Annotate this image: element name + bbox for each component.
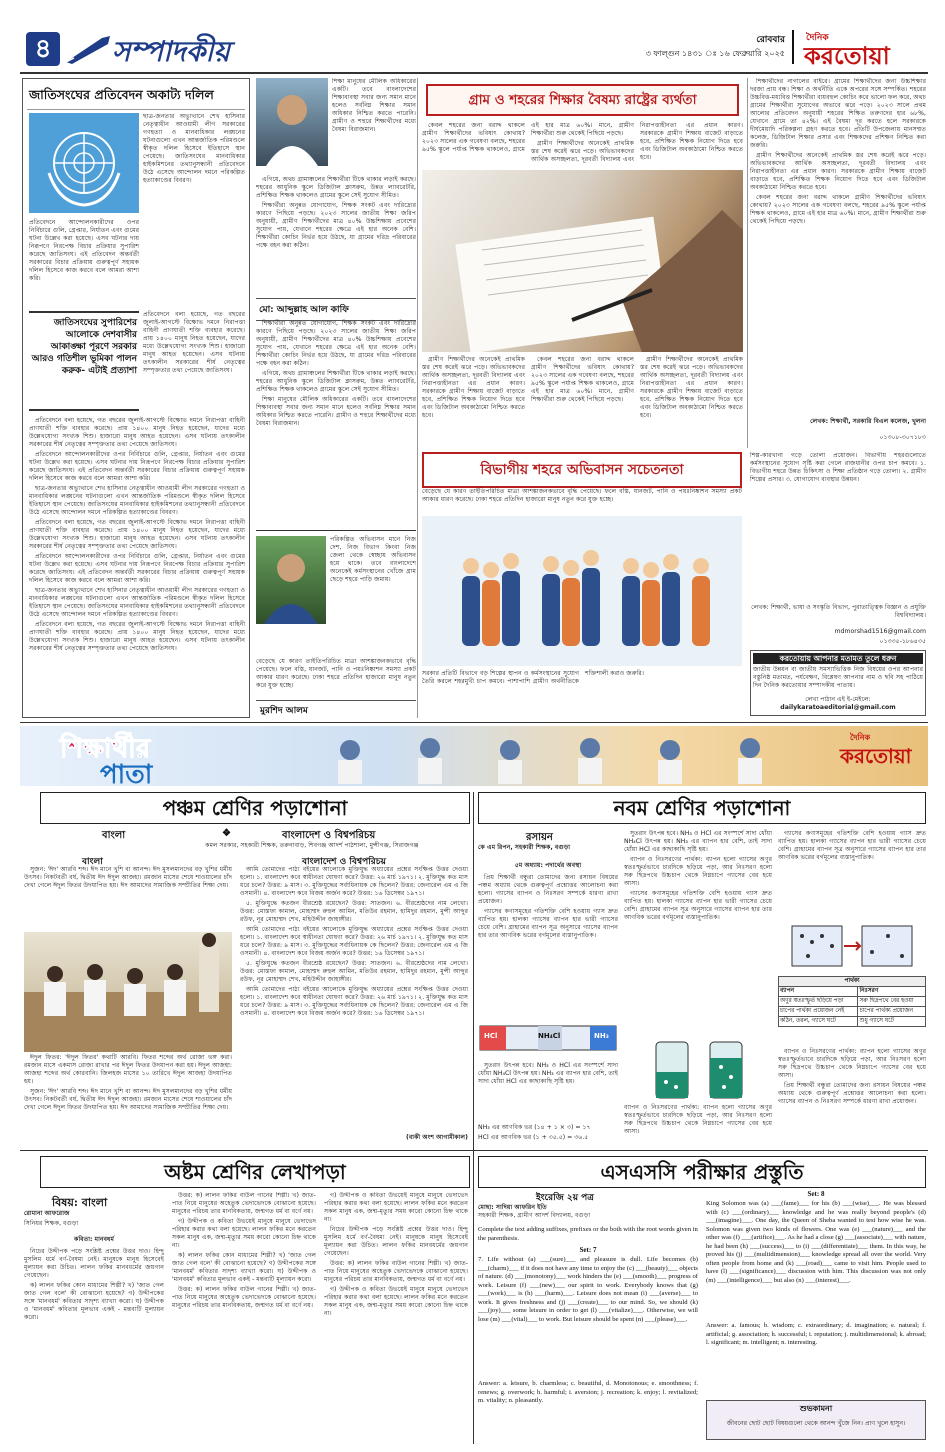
- classroom-photo: [24, 932, 232, 1052]
- class8-para-8: নিচের উদ্দীপক পড়ে সংশ্লিষ্ট প্রশ্নের উত্তর দাও। হিন্দু মুসলিম ধর্মে বর্ণ-বৈষম্য নেই। মানুষকে মানুষ হিসেবেই মূল্যায়ন করা উচিত। লালন ফকির মানবধর্মের জয়গান গেয়েছেন।: [324, 1226, 468, 1257]
- un-article-title: জাতিসংঘের প্রতিবেদন অকাট্য দলিল: [27, 83, 245, 110]
- city-article-email: mdmorshad1516@gmail.com: [834, 628, 926, 635]
- opinion-box-email[interactable]: dailykaratoaeditorial@gmail.com: [780, 704, 896, 711]
- class9-para-6: গ্যাসের কণাসমূহের গতিশক্তি বেশি হওয়ায় গ্যাস দ্রুত ব্যাপিত হয়। হালকা গ্যাসের ব্যাপন হার ভারী গ্যাসের চেয়ে বেশি। গ্রাহামের ব্যাপন সূত্র অনুসারে গ্যাসের ব্যাপন হার তার আণবিক ভরের বর্গমূলের ব্যস্তানুপাতিক।: [624, 890, 772, 921]
- table-row: [779, 1017, 926, 1027]
- rural-edu-oped: [256, 78, 416, 718]
- city-article-body-3: শিল্প-কারখানা গড়ে তোলা প্রয়োজন। বিভাগীয় শহরগুলোতে কর্মসংস্থানের সুযোগ সৃষ্টি করা গেলে রাজধানীর ওপর চাপ কমবে। ১. বিভাগীয় শহরে উন্নত চিকিৎসা ও শিক্ষা প্রতিষ্ঠান গড়ে তোলা। ২. গ্রামীণ শিল্পের প্রসার। ৩. যোগাযোগ ব্যবস্থার উন্নয়ন।: [750, 452, 926, 483]
- city-article-author2: লেখক: শিক্ষার্থী, ভাষা ও সংস্কৃতি বিভাগ, পুরাতাত্ত্বিক বিজ্ঞান ও প্রযুক্তি বিশ্ববিদ্যালয়।: [751, 604, 926, 619]
- paper-small: দৈনিক: [806, 33, 829, 43]
- opinion-box-email-label: লেখা পাঠান এই ই-মেইলে:: [805, 696, 871, 703]
- city-intro-cont: বেড়েছে যে কারণ তাইতিপরিচিত মাত্রা আশঙ্কাজনকভাবে বৃদ্ধি পেয়েছে। ফলে বস্তি, যানজট, পানি ও পয়ঃনিষ্কাশন সমস্যা প্রকট আকার ধারণ করেছে। ঢাকা শহরে প্রতিদিন হাজারো মানুষ নতুন করে যুক্ত হচ্ছে।: [256, 658, 416, 689]
- masthead: [20, 30, 928, 70]
- col5-para-1: শিক্ষার্থীদের নাগালের বাইরে। গ্রামের শিক্ষার্থীদের জন্য উচ্চশিক্ষার দরজা প্রায় বন্ধ। শিক্ষা ও অর্থনীতি একে অপরের সঙ্গে সম্পর্কিত। শহরের উচ্চবিত্ত-মধ্যবিত্ত শিক্ষার্থীরা ব্যয়বহুল কোচিং করে ভালো ফল করে, অথচ গ্রামের শিক্ষার্থীরা সুযোগের অভাবে ঝরে পড়ে। ২০২৩ সালে প্রথম আলোর প্রতিবেদন অনুযায়ী শহরের শিক্ষিত তরুণদের হার ৬৮%, যেখানে গ্রামে তা ৪২%। এই বৈষম্য দূর করতে হলে সরকারকে দীর্ঘমেয়াদি পরিকল্পনা গ্রহণ করতে হবে। প্রতিটি উপজেলায় মানসম্মত কলেজ, ডিজিটাল শিক্ষার প্রসার এবং শিক্ষকদের প্রশিক্ষণ নিশ্চিত করা জরুরি।: [750, 78, 926, 149]
- main-article-para-2: গ্রামীণ শিক্ষার্থীদের অনেকেই প্রাথমিক স্তর শেষ করেই ঝরে পড়ে। অভিভাবকদের আর্থিক অসচ্ছলতা, দূরবর্তী বিদ্যালয় এবং নিরাপত্তাহীনতা এর প্রধান কারণ। সরকারকে গ্রামীণ শিক্ষায় বাজেট বাড়াতে হবে, প্রশিক্ষিত শিক্ষক নিয়োগ দিতে হবে এবং ডিজিটাল অবকাঠামো নিশ্চিত করতে হবে।: [531, 122, 743, 163]
- class5-teacher: কমল সরকার, সহকারী শিক্ষক, তরুনাবাড়, শিবগঞ্জ আদর্শ পাঠশালা, মুন্সীগঞ্জ, সিরাজগঞ্জ: [205, 842, 419, 849]
- col2-para-2: শিক্ষার্থীরা অনুন্নত যোগাযোগ, শিক্ষক সংকট এবং দারিদ্র্যের কারণে পিছিয়ে পড়ছে। ২০২৩ সালের জাতীয় শিক্ষা জরিপ অনুযায়ী, গ্রামীণ শিক্ষার্থীদের মাত্র ৪০% উচ্চশিক্ষায় প্রবেশের সুযোগ পায়, যেখানে শহরের ক্ষেত্রে এই হার অনেক বেশি। শিক্ষার্থীরা কোচিং নির্ভর হয়ে উঠছে, যা গ্রামের দরিদ্র পরিবারের পক্ষে বহন করা কঠিন।: [256, 202, 416, 249]
- class5-para-5: আমি তোমাদের পাঠ্য বইয়ের আলোকে মুক্তিযুদ্ধ অধ্যায়ের প্রশ্নের সংক্ষিপ্ত উত্তর দেওয়া হলো। ১. বাংলাদেশ কবে স্বাধীনতা ঘোষণা করে? উত্তর: ২৬ মার্চ ১৯৭১। ২. মুক্তিযুদ্ধ কত মাস ধরে চলে? উত্তর: ৯ মাস। ৩. মুক্তিযুদ্ধের সর্বাধিনায়ক কে ছিলেন? উত্তর: জেনারেল এম এ জি ওসমানী। ৪. বাংলাদেশ কবে বিজয় অর্জন করে? উত্তর: ১৬ ডিসেম্বর ১৯৭১।: [240, 926, 468, 957]
- un-article: [22, 78, 250, 718]
- class9-chapter: ৫ম অধ্যায়: পদার্থের অবস্থা: [514, 862, 582, 869]
- banner-logo: করতোয়া: [840, 744, 912, 768]
- col2-author: মো: আব্দুল্লাহ আল কাফি: [256, 298, 416, 321]
- ssc-heading: এসএসসি পরীক্ষার প্রস্তুতি: [478, 1156, 926, 1188]
- ssc-set7-label: Set: 7: [579, 1246, 597, 1254]
- un-article-para-b: প্রতিবেদনে আন্দোলনকারীদের ওপর নির্বিচারে গুলি, গ্রেপ্তার, নির্যাতন এবং গুমের ঘটনা উল্লেখ করা হয়েছে। এসব ঘটনার দায় নিরূপণে নিরপেক্ষ বিচার প্রক্রিয়ার সুপারিশ করেছে জাতিসংঘ। এই প্রতিবেদন অন্তর্বর্তী সরকারের বিচার প্রক্রিয়ায় গুরুত্বপূর্ণ সহায়ক দলিল হিসেবে কাজ করবে বলে আমরা আশা করি।: [29, 451, 245, 482]
- ssc-set8-text: King Solomon was (a) ___(fame)___ for his (b) ___(wise)___. He was blessed with (c) ___(ordinary)___ knowledge and he was really beyond people's (d) ___(imagine)___. One day, the Queen of Sheba wanted to test how wise he was. Solomon was given two kinds of flowers. One was (e) ___(nature)___ and the other was (f) ___(artifice)___. As he had a close (g) ___(associate)___ with nature, he had been (h) ___(success)___ to (i) ___(differentiate)___ them. In this way, he proved his (j) ___(multidimension)___ knowledge spread all over the world. Very often people from home and (k) ___(road)___ came to visit him. People used to have (l) ___(significance)___ discussion with him. This discussion was not only (m) ___(intelligence)___ but also (n) ___(interest)___.: [706, 1200, 926, 1284]
- class5-continued: (বাকী অংশ আগামীকাল): [406, 1134, 468, 1141]
- nh3-label: NH₃: [594, 1032, 609, 1040]
- un-article-para-f: ছাত্র-জনতার অভ্যুত্থানে শেখ হাসিনার নেতৃত্বাধীন আওয়ামী লীগ সরকারের গণহত্যা ও মানবাধিকার লঙ্ঘনের ঘটনাগুলো এখন আন্তর্জাতিক পরিমণ্ডলে স্বীকৃত দলিল হিসেবে ইতিহাসে স্থান পেয়েছে। জাতিসংঘের মানবাধিকার হাইকমিশনের তথ্যানুসন্ধানী প্রতিবেদনে উঠে এসেছে আন্দোলন দমনে পরিকল্পিত হত্যাকাণ্ডের বিবরণ।: [29, 587, 245, 618]
- un-article-body-3: প্রতিবেদনে আন্দোলনকারীদের ওপর নির্বিচারে গুলি, গ্রেপ্তার, নির্যাতন এবং গুমের ঘটনা উল্লেখ করা হয়েছে। এসব ঘটনার দায় নিরূপণে নিরপেক্ষ বিচার প্রক্রিয়ার সুপারিশ করেছে জাতিসংঘ। এই প্রতিবেদন অন্তর্বর্তী সরকারের বিচার প্রক্রিয়ায় গুরুত্বপূর্ণ সহায়ক দলিল হিসেবে কাজ করবে বলে আমরা আশা করি।: [29, 219, 139, 282]
- class5-subj1: বাংলা: [102, 830, 126, 841]
- class8-poem: কবিতা: মানবধর্ম: [74, 1236, 114, 1243]
- city-article-body-2: সরকার প্রতিটি বিভাগে বড় শিল্পের স্থাপন ও কর্মসংস্থানের সুযোগ তৈরি করলে শহরমুখী চাপ কমবে। পাশাপাশি গ্রামীণ অর্থনীতিকে শক্তিশালী করাও জরুরি।: [422, 670, 644, 685]
- wish-body: জীবনের ছোট ছোট বিষয়গুলো থেকে আনন্দ খুঁজে নিন। প্রাণ খুলে হাসুন।: [726, 1420, 906, 1427]
- table-row: [779, 1007, 926, 1017]
- class9-mass-1: NH₃ এর আণবিক ভর (১৪ + ১ × ৩) = ১৭: [478, 1124, 591, 1131]
- wish-title: শুভকামনা: [799, 1403, 833, 1413]
- table-row: [779, 987, 926, 997]
- main-article-para-4: কেবল শহরের জন্য বরাদ্দ থাকলে গ্রামীণ শিক্ষার্থীদের ভবিষ্যৎ কোথায়? ২০২৩ সালের এক গবেষণা বলছে, শহরের ৯৫% স্কুলে পর্যাপ্ত শিক্ষক থাকলেও, গ্রামে এই হার মাত্র ৬০%। মানে, গ্রামীণ শিক্ষার্থীরা শুরু থেকেই পিছিয়ে পড়ছে।: [531, 356, 634, 403]
- class9-para-1: প্রিয় শিক্ষার্থী বন্ধুরা তোমাদের জন্য রসায়ন বিষয়ের পঞ্চম অধ্যায় থেকে গুরুত্বপূর্ণ প্রশ্নোত্তর আলোচনা করা হলো। গ্যাসের ব্যাপন ও নিঃসরণ সম্পর্কে ধারণা রাখা প্রয়োজন।: [478, 874, 618, 905]
- table-cell: শুধু গ্যাসে ঘটে: [858, 1017, 926, 1027]
- opinion-box-title: করতোয়ায় আপনার মতামত তুলে ধরুন: [753, 653, 923, 664]
- class9-para-5: ব্যাপন ও নিঃসরণের পার্থক্য: ব্যাপন হলো গ্যাসের অণুর স্বতঃস্ফূর্তভাবে চারদিকে ছড়িয়ে পড়া, আর নিঃসরণ হলো সরু ছিদ্রপথে উচ্চচাপ থেকে নিম্নচাপে গ্যাসের বের হয়ে আসা।: [624, 856, 772, 887]
- banner-title-2: পাতা: [100, 760, 153, 786]
- banner-logo-small: দৈনিক: [850, 733, 871, 742]
- class8-teacher: রোমানা আফরোজ: [24, 1210, 70, 1217]
- ssc-section: [476, 1190, 928, 1446]
- class8-para-6: উত্তর: ক) লালন ফকির বাউল গানের শিল্পী। খ) জাত-পাত নিয়ে মানুষের অহেতুক ভেদাভেদকে বোঝানো হয়েছে। মানুষের পরিচয় তার মানবিকতায়, জন্মগত ধর্ম বা বর্ণে নয়।: [172, 1286, 316, 1309]
- class9-para-2: গ্যাসের কণাসমূহের গতিশক্তি বেশি হওয়ায় গ্যাস দ্রুত ব্যাপিত হয়। হালকা গ্যাসের ব্যাপন হার ভারী গ্যাসের চেয়ে বেশি। গ্রাহামের ব্যাপন সূত্র অনুসারে গ্যাসের ব্যাপন হার তার আণবিক ভরের বর্গমূলের ব্যস্তানুপাতিক।: [478, 908, 618, 939]
- col5-body: [750, 78, 926, 408]
- table-cell: নিঃসরণ: [858, 987, 926, 997]
- main-article-para-5: গ্রামীণ শিক্ষার্থীদের অনেকেই প্রাথমিক স্তর শেষ করেই ঝরে পড়ে। অভিভাবকদের আর্থিক অসচ্ছলতা, দূরবর্তী বিদ্যালয় এবং নিরাপত্তাহীনতা এর প্রধান কারণ। সরকারকে গ্রামীণ শিক্ষায় বাজেট বাড়াতে হবে, প্রশিক্ষিত শিক্ষক নিয়োগ দিতে হবে এবং ডিজিটাল অবকাঠামো নিশ্চিত করতে হবে।: [640, 356, 743, 419]
- class8-teacher-info: সিনিয়র শিক্ষক, বগুড়া: [24, 1220, 79, 1227]
- diffusion-tube-diagram: [478, 1016, 618, 1060]
- class5-body-2: [24, 1054, 232, 1144]
- table-row: [779, 997, 926, 1007]
- city-author: মুরশিদ আলম: [256, 700, 416, 718]
- class8-col-1: [24, 1248, 164, 1440]
- pen-icon: [64, 34, 114, 64]
- crowd-illustration: [422, 516, 742, 666]
- class9-teacher: কে এম রিপন, সহকারী শিক্ষক, বগুড়া: [478, 844, 571, 851]
- class8-para-1: নিচের উদ্দীপক পড়ে সংশ্লিষ্ট প্রশ্নের উত্তর দাও। হিন্দু মুসলিম ধর্মে বর্ণ-বৈষম্য নেই। মানুষকে মানুষ হিসেবেই মূল্যায়ন করা উচিত। লালন ফকির মানবধর্মের জয়গান গেয়েছেন।: [24, 1248, 164, 1279]
- un-logo: [29, 113, 139, 213]
- class5-separator: ❖: [222, 828, 231, 839]
- city-article-body-top: বেড়েছে যে কারণ তাইতিপরিচিত মাত্রা আশঙ্কাজনকভাবে বৃদ্ধি পেয়েছে। ফলে বস্তি, যানজট, পানি ও পয়ঃনিষ্কাশন সমস্যা প্রকট আকার ধারণ করেছে। ঢাকা শহরে প্রতিদিন হাজারো মানুষ নতুন করে যুক্ত হচ্ছে।: [422, 488, 742, 503]
- class9-para-3: সুতরাং উৎপন্ন হবে। NH₃ ও HCl এর সংস্পর্শে সাদা ধোঁয়া NH₄Cl উৎপন্ন হয়। NH₃ এর ব্যাপন হার বেশি, তাই সাদা ধোঁয়া HCl এর কাছাকাছি সৃষ্টি হয়।: [478, 1062, 618, 1085]
- class9-body-mid: [624, 830, 772, 1030]
- class9-para-4: সুতরাং উৎপন্ন হবে। NH₃ ও HCl এর সংস্পর্শে সাদা ধোঁয়া NH₄Cl উৎপন্ন হয়। NH₃ এর ব্যাপন হার বেশি, তাই সাদা ধোঁয়া HCl এর কাছাকাছি সৃষ্টি হয়।: [624, 830, 772, 853]
- col5-phone: ০১৩০৮-৩০৭১৮৩: [879, 434, 926, 441]
- diffusion-table-head: পার্থক্য: [779, 977, 926, 987]
- class9-heading: নবম শ্রেণির পড়াশোনা: [478, 792, 926, 824]
- un-article-para-e: প্রতিবেদনে আন্দোলনকারীদের ওপর নির্বিচারে গুলি, গ্রেপ্তার, নির্যাতন এবং গুমের ঘটনা উল্লেখ করা হয়েছে। এসব ঘটনার দায় নিরূপণে নিরপেক্ষ বিচার প্রক্রিয়ার সুপারিশ করেছে জাতিসংঘ। এই প্রতিবেদন অন্তর্বর্তী সরকারের বিচার প্রক্রিয়ায় গুরুত্বপূর্ণ সহায়ক দলিল হিসেবে কাজ করবে বলে আমরা আশা করি।: [29, 553, 245, 584]
- col5-para-2: গ্রামীণ শিক্ষার্থীদের অনেকেই প্রাথমিক স্তর শেষ করেই ঝরে পড়ে। অভিভাবকদের আর্থিক অসচ্ছলতা, দূরবর্তী বিদ্যালয় এবং নিরাপত্তাহীনতা এর প্রধান কারণ। সরকারকে গ্রামীণ শিক্ষায় বাজেট বাড়াতে হবে, প্রশিক্ষিত শিক্ষক নিয়োগ দিতে হবে এবং ডিজিটাল অবকাঠামো নিশ্চিত করতে হবে।: [750, 152, 926, 191]
- pull-quote-text: জাতিসংঘের সুপারিশের আলোকে দেশবাসীর আকাঙ্ক্ষা পূরণে সরকার আরও গতিশীল ভূমিকা পালন করুক- এটাই প্রত্যাশা: [31, 318, 137, 376]
- class8-subject: বিষয়: বাংলা: [52, 1196, 108, 1209]
- class9-body-3: [478, 1062, 618, 1122]
- exam-photo: [422, 170, 743, 352]
- table-cell: সরু ছিদ্রপথে বের হওয়া: [858, 997, 926, 1007]
- city-author-photo: [256, 536, 326, 624]
- col2-para-5: শিক্ষা মানুষের মৌলিক অধিকারের একটি। তবে বাংলাদেশের শিক্ষাব্যবস্থা সবার জন্য সমান মানে হলেও সর্বনিম্ন শিক্ষার সমান অধিকার নিশ্চিত করতে পারেনি। গ্রামীণ ও শহুরে শিক্ষার্থীদের মধ্যে বৈষম্য বিরাজমান।: [256, 396, 416, 427]
- class5-heading: পঞ্চম শ্রেণির পড়াশোনা: [40, 792, 470, 824]
- un-article-col-right: [143, 311, 245, 411]
- class5-col-head2: বাংলাদেশ ও বিশ্বপরিচয়: [302, 857, 386, 867]
- ssc-teacher-info: সহকারী শিক্ষক, গ্রামীণ আদর্শ বিদ্যালয়, বগুড়া: [478, 1212, 591, 1219]
- city-intro: পরিকল্পিত অভিবাসন মানে নিজ দেশ, নিজ বিভাগ কিংবা নিজ জেলা থেকে স্বেচ্ছায় অভিবাসন হয়ে থাকে। তবে বাংলাদেশে অনেকেই কর্মসংস্থানের খোঁজে গ্রাম ছেড়ে শহরে পাড়ি জমায়।: [330, 536, 416, 583]
- class9-para-7: গ্যাসের কণাসমূহের গতিশক্তি বেশি হওয়ায় গ্যাস দ্রুত ব্যাপিত হয়। হালকা গ্যাসের ব্যাপন হার ভারী গ্যাসের চেয়ে বেশি। গ্রাহামের ব্যাপন সূত্র অনুসারে গ্যাসের ব্যাপন হার তার আণবিক ভরের বর্গমূলের ব্যস্তানুপাতিক।: [778, 830, 926, 861]
- city-article: [420, 452, 926, 718]
- class5-para-2: ঈদুল ফিতর: 'ঈদুল ফিতর' কথাটি আরবি। ফিতর শব্দের অর্থ রোজা ভঙ্গ করা। রমজান মাসে একমাস রোজা রাখার পর ঈদুল ফিতর উদযাপন করা হয়। ঈদুল আজহা: আজহা শব্দের অর্থ কোরবানি। জিলহজ মাসের ১০ তারিখে ঈদুল আজহা উদযাপিত হয়।: [24, 1054, 232, 1085]
- class8-para-3: উত্তর: ক) লালন ফকির বাউল গানের শিল্পী। খ) জাত-পাত নিয়ে মানুষের অহেতুক ভেদাভেদকে বোঝানো হয়েছে। মানুষের পরিচয় তার মানবিকতায়, জন্মগত ধর্ম বা বর্ণে নয়।: [172, 1192, 316, 1215]
- col2-intro: শিক্ষা মানুষের মৌলিক অধিকারের একটি। তবে বাংলাদেশের শিক্ষাব্যবস্থা সবার জন্য সমান মানে হলেও সর্বনিম্ন শিক্ষার সমান অধিকার নিশ্চিত করতে পারেনি। গ্রামীণ ও শহুরে শিক্ষার্থীদের মধ্যে বৈষম্য বিরাজমান।: [332, 78, 416, 133]
- class9-grid-diagram: [788, 922, 916, 972]
- col2-para-1: এগিয়ে, অথচ গ্রামাঞ্চলের শিক্ষার্থীরা টিকে থাকার লড়াই করছে। শহরের আধুনিক স্কুলে ডিজিটাল ক্লাসরুম, উন্নত ল্যাবরেটরি, প্রশিক্ষিত শিক্ষক থাকলেও গ্রামের স্কুলে সেই সুযোগ সীমিত।: [256, 176, 416, 199]
- class9-para-9: প্রিয় শিক্ষার্থী বন্ধুরা তোমাদের জন্য রসায়ন বিষয়ের পঞ্চম অধ্যায় থেকে গুরুত্বপূর্ণ প্রশ্নোত্তর আলোচনা করা হলো। গ্যাসের ব্যাপন ও নিঃসরণ সম্পর্কে ধারণা রাখা প্রয়োজন।: [778, 1082, 926, 1105]
- table-cell: অণুর স্বতঃস্ফূর্ত ছড়িয়ে পড়া: [779, 997, 858, 1007]
- class9-section: [476, 826, 928, 1148]
- table-cell: চাপের পার্থক্য প্রয়োজন নেই: [779, 1007, 858, 1017]
- main-article-para-1: কেবল শহরের জন্য বরাদ্দ থাকলে গ্রামীণ শিক্ষার্থীদের ভবিষ্যৎ কোথায়? ২০২৩ সালের এক গবেষণা বলছে, শহরের ৯৫% স্কুলে পর্যাপ্ত শিক্ষক থাকলেও, গ্রামে এই হার মাত্র ৬০%। মানে, গ্রামীণ শিক্ষার্থীরা শুরু থেকেই পিছিয়ে পড়ছে।: [422, 122, 634, 153]
- banner-title-1: শিক্ষার্থীর: [60, 734, 151, 764]
- class5-col-head1: বাংলা: [82, 857, 103, 867]
- class9-mass-2: HCl এর আণবিক ভর (১ + ৩৫.৫) = ৩৬.৫: [478, 1134, 589, 1141]
- class5-para-3: আমি তোমাদের পাঠ্য বইয়ের আলোকে মুক্তিযুদ্ধ অধ্যায়ের প্রশ্নের সংক্ষিপ্ত উত্তর দেওয়া হলো। ১. বাংলাদেশ কবে স্বাধীনতা ঘোষণা করে? উত্তর: ২৬ মার্চ ১৯৭১। ২. মুক্তিযুদ্ধ কত মাস ধরে চলে? উত্তর: ৯ মাস। ৩. মুক্তিযুদ্ধের সর্বাধিনায়ক কে ছিলেন? উত্তর: জেনারেল এম এ জি ওসমানী। ৪. বাংলাদেশ কবে বিজয় অর্জন করে? উত্তর: ১৬ ডিসেম্বর ১৯৭১।: [240, 866, 468, 897]
- un-article-body-2-right: প্রতিবেদনে বলা হয়েছে, গত বছরের জুলাই-আগস্টে বিক্ষোভ দমনে নিরাপত্তা বাহিনী প্রাণঘাতী শক্তি ব্যবহার করেছে। প্রায় ১৪০০ মানুষ নিহত হয়েছেন, যাদের মধ্যে উল্লেখযোগ্য সংখ্যক শিশু। হাজারো মানুষ আহত হয়েছেন। এসব ঘটনায় তৎকালীন সরকারের শীর্ষ নেতৃত্বের সম্পৃক্ততার তথ্য পেয়েছে জাতিসংঘ।: [143, 311, 245, 374]
- class9-body-mid-2: ব্যাপন ও নিঃসরণের পার্থক্য: ব্যাপন হলো গ্যাসের অণুর স্বতঃস্ফূর্তভাবে চারদিকে ছড়িয়ে পড়া, আর নিঃসরণ হলো সরু ছিদ্রপথে উচ্চচাপ থেকে নিম্নচাপে গ্যাসের বের হয়ে আসা।: [624, 1104, 772, 1135]
- main-article-para-3: গ্রামীণ শিক্ষার্থীদের অনেকেই প্রাথমিক স্তর শেষ করেই ঝরে পড়ে। অভিভাবকদের আর্থিক অসচ্ছলতা, দূরবর্তী বিদ্যালয় এবং নিরাপত্তাহীনতা এর প্রধান কারণ। সরকারকে গ্রামীণ শিক্ষায় বাজেট বাড়াতে হবে, প্রশিক্ষিত শিক্ষক নিয়োগ দিতে হবে এবং ডিজিটাল অবকাঠামো নিশ্চিত করতে হবে।: [422, 356, 525, 419]
- ssc-set8-answer: Answer: a. famous; b. wisdom; c. extraordinary; d. imagination; e. natural; f. artificial; g. association; h. successful; i. reputation; j. multidimensional; k. abroad; l. significant; m. intelligent; n. interesting.: [706, 1322, 926, 1346]
- beaker-diagram: [646, 1032, 756, 1102]
- un-article-para-c: ছাত্র-জনতার অভ্যুত্থানে শেখ হাসিনার নেতৃত্বাধীন আওয়ামী লীগ সরকারের গণহত্যা ও মানবাধিকার লঙ্ঘনের ঘটনাগুলো এখন আন্তর্জাতিক পরিমণ্ডলে স্বীকৃত দলিল হিসেবে ইতিহাসে স্থান পেয়েছে। জাতিসংঘের মানবাধিকার হাইকমিশনের তথ্যানুসন্ধানী প্রতিবেদনে উঠে এসেছে আন্দোলন দমনে পরিকল্পিত হত্যাকাণ্ডের বিবরণ।: [29, 485, 245, 516]
- class9-body-1: [478, 874, 618, 1014]
- un-article-col-left: [29, 219, 139, 309]
- table-cell: চাপের পার্থক্য প্রয়োজন: [858, 1007, 926, 1017]
- page-number: ৪: [26, 32, 60, 66]
- class5-para-1: সুজন: 'ঈদ' আরবি শব্দ। ঈদ মানে খুশি বা আনন্দ। ঈদ মুসলমানদের বড় খুশির ধর্মীয় উৎসব। নিকটবর্তী বর্ষ, দ্বিতীয় ঈদ ঈদুল আজহা। রমজান মাসের শেষে শাওয়ালের চাঁদ দেখা গেলে ঈদুল ফিতর উদযাপিত হয়। ঈদ আমাদের সামাজিক সম্প্রীতির শিক্ষা দেয়।: [24, 866, 232, 889]
- student-page-banner: [20, 726, 928, 786]
- class9-body-right: [778, 830, 926, 920]
- masthead-date: ৩ ফাল্গুন ১৪৩১ ঃ ১৬ ফেব্রুয়ারি ২০২৫: [645, 49, 785, 58]
- un-article-body-2: [29, 417, 245, 713]
- col2-body-2: [256, 320, 416, 525]
- ssc-set8-label: Set: 8: [807, 1190, 825, 1198]
- class5-para-4: ৫. মুক্তিযুদ্ধে কতজন বীরশ্রেষ্ঠ রয়েছেন? উত্তর: সাতজন। ৬. বীরশ্রেষ্ঠদের নাম লেখো। উত্তর: মোস্তফা কামাল, মোহাম্মদ রুহুল আমিন, মতিউর রহমান, হামিদুর রহমান, মুন্সী আব্দুর রউফ, নূর মোহাম্মদ শেখ, মহিউদ্দীন জাহাঙ্গীর।: [240, 900, 468, 923]
- col2-para-4: এগিয়ে, অথচ গ্রামাঞ্চলের শিক্ষার্থীরা টিকে থাকার লড়াই করছে। শহরের আধুনিক স্কুলে ডিজিটাল ক্লাসরুম, উন্নত ল্যাবরেটরি, প্রশিক্ষিত শিক্ষক থাকলেও গ্রামের স্কুলে সেই সুযোগ সীমিত।: [256, 370, 416, 393]
- class5-para-7: আমি তোমাদের পাঠ্য বইয়ের আলোকে মুক্তিযুদ্ধ অধ্যায়ের প্রশ্নের সংক্ষিপ্ত উত্তর দেওয়া হলো। ১. বাংলাদেশ কবে স্বাধীনতা ঘোষণা করে? উত্তর: ২৬ মার্চ ১৯৭১। ২. মুক্তিযুদ্ধ কত মাস ধরে চলে? উত্তর: ৯ মাস। ৩. মুক্তিযুদ্ধের সর্বাধিনায়ক কে ছিলেন? উত্তর: জেনারেল এম এ জি ওসমানী। ৪. বাংলাদেশ কবে বিজয় অর্জন করে? উত্তর: ১৬ ডিসেম্বর ১৯৭১।: [240, 986, 468, 1017]
- ssc-set7-text: 7. Life without (a) ___(sure)___ and pleasure is dull. Life becomes (b) ___(charm)___ if it does not have any time to enjoy the (c) ___(beauty)___ objects of nature. (d) ___(monotony)___ work hinders the (e) ___(smooth)___ progress of work. Leisure (f) ___(new)___ our spirit to work. Everybody knows that (g) ___(work)___ is (h) ___(harm)___. Leisure does not mean (i) ___(averse)___ to work. It gives freshness and (j) ___(create)___ to our mind. So, we should (k) ___(joy)___ some leisure in order to get (l) ___(vitalize)___. Otherwise, we will lose (m) ___(vital)___ to work. But leisure should be spent (n) ___(please)___.: [478, 1256, 698, 1323]
- col2-body-1: [256, 176, 416, 296]
- nh4cl-label: NH₄Cl: [538, 1032, 561, 1040]
- main-article-body: [422, 122, 743, 168]
- class8-section: [22, 1192, 470, 1444]
- class8-col-2: [172, 1192, 316, 1440]
- class8-para-4: গ) উদ্দীপক ও কবিতা উভয়েই মানুষে মানুষে ভেদাভেদ পরিহার করার কথা বলা হয়েছে। লালন ফকির মনে করতেন সকল মানুষ এক, জন্ম-মৃত্যুর সময় কারো কোনো চিহ্ন থাকে না।: [172, 1218, 316, 1249]
- main-article-title: গ্রাম ও শহরের শিক্ষার বৈষম্য রাষ্ট্রের ব্যর্থতা: [426, 84, 739, 116]
- un-article-para-d: প্রতিবেদনে বলা হয়েছে, গত বছরের জুলাই-আগস্টে বিক্ষোভ দমনে নিরাপত্তা বাহিনী প্রাণঘাতী শক্তি ব্যবহার করেছে। প্রায় ১৪০০ মানুষ নিহত হয়েছেন, যাদের মধ্যে উল্লেখযোগ্য সংখ্যক শিশু। হাজারো মানুষ আহত হয়েছেন। এসব ঘটনায় তৎকালীন সরকারের শীর্ষ নেতৃত্বের সম্পৃক্ততার তথ্য পেয়েছে জাতিসংঘ।: [29, 519, 245, 550]
- class8-heading: অষ্টম শ্রেণির লেখাপড়া: [40, 1156, 470, 1188]
- class8-para-7: গ) উদ্দীপক ও কবিতা উভয়েই মানুষে মানুষে ভেদাভেদ পরিহার করার কথা বলা হয়েছে। লালন ফকির মনে করতেন সকল মানুষ এক, জন্ম-মৃত্যুর সময় কারো কোনো চিহ্ন থাকে না।: [324, 1192, 468, 1223]
- hcl-label: HCl: [484, 1032, 498, 1040]
- main-article-body-2: [422, 356, 743, 444]
- opinion-box: [750, 650, 926, 716]
- class8-para-2: ক) লালন ফকির কোন মাধ্যমের শিল্পী? খ) 'জাত গেল জাত গেল বলে' কী বোঝানো হয়েছে? গ) উদ্দীপকের সঙ্গে 'মানবধর্ম' কবিতার সাদৃশ্য ব্যাখ্যা করো। ঘ) উদ্দীপক ও 'মানবধর্ম' কবিতার মূলভাব একই - মন্তব্যটি মূল্যায়ন করো।: [24, 1282, 164, 1321]
- class9-body-right-2: [778, 1048, 926, 1144]
- class5-para-2b: সুজন: 'ঈদ' আরবি শব্দ। ঈদ মানে খুশি বা আনন্দ। ঈদ মুসলমানদের বড় খুশির ধর্মীয় উৎসব। নিকটবর্তী বর্ষ, দ্বিতীয় ঈদ ঈদুল আজহা। রমজান মাসের শেষে শাওয়ালের চাঁদ দেখা গেলে ঈদুল ফিতর উদযাপিত হয়। ঈদ আমাদের সামাজিক সম্প্রীতির শিক্ষা দেয়।: [24, 1088, 232, 1111]
- masthead-day: রোববার: [756, 35, 785, 45]
- main-article: [420, 78, 745, 448]
- un-article-body-1: ছাত্র-জনতার অভ্যুত্থানে শেখ হাসিনার নেতৃত্বাধীন আওয়ামী লীগ সরকারের গণহত্যা ও মানবাধিকার লঙ্ঘনের ঘটনাগুলো এখন আন্তর্জাতিক পরিমণ্ডলে স্বীকৃত দলিল হিসেবে ইতিহাসে স্থান পেয়েছে। জাতিসংঘের মানবাধিকার হাইকমিশনের তথ্যানুসন্ধানী প্রতিবেদনে উঠে এসেছে আন্দোলন দমনে পরিকল্পিত হত্যাকাণ্ডের বিবরণ।: [143, 113, 245, 184]
- city-article-title: বিভাগীয় শহরে অভিবাসন সচেতনতা: [422, 452, 742, 488]
- ssc-subject: ইংরেজি ২য় পত্র: [536, 1193, 594, 1203]
- class5-body-3: [240, 866, 468, 1132]
- class9-subject: রসায়ন: [526, 832, 553, 843]
- wish-box: [706, 1400, 926, 1440]
- class8-col-3: [324, 1192, 468, 1440]
- class8-para-9: উত্তর: ক) লালন ফকির বাউল গানের শিল্পী। খ) জাত-পাত নিয়ে মানুষের অহেতুক ভেদাভেদকে বোঝানো হয়েছে। মানুষের পরিচয় তার মানবিকতায়, জন্মগত ধর্ম বা বর্ণে নয়।: [324, 1260, 468, 1283]
- col5-continuation: [750, 78, 926, 448]
- diffusion-table: [778, 976, 926, 1027]
- class9-para-8: ব্যাপন ও নিঃসরণের পার্থক্য: ব্যাপন হলো গ্যাসের অণুর স্বতঃস্ফূর্তভাবে চারদিকে ছড়িয়ে পড়া, আর নিঃসরণ হলো সরু ছিদ্রপথে উচ্চচাপ থেকে নিম্নচাপে গ্যাসের বের হয়ে আসা।: [778, 1048, 926, 1079]
- table-cell: কঠিন, তরল, গ্যাসে ঘটে: [779, 1017, 858, 1027]
- class5-para-6: ৫. মুক্তিযুদ্ধে কতজন বীরশ্রেষ্ঠ রয়েছেন? উত্তর: সাতজন। ৬. বীরশ্রেষ্ঠদের নাম লেখো। উত্তর: মোস্তফা কামাল, মোহাম্মদ রুহুল আমিন, মতিউর রহমান, হামিদুর রহমান, মুন্সী আব্দুর রউফ, নূর মোহাম্মদ শেখ, মহিউদ্দীন জাহাঙ্গীর।: [240, 960, 468, 983]
- class8-para-5: ক) লালন ফকির কোন মাধ্যমের শিল্পী? খ) 'জাত গেল জাত গেল বলে' কী বোঝানো হয়েছে? গ) উদ্দীপকের সঙ্গে 'মানবধর্ম' কবিতার সাদৃশ্য ব্যাখ্যা করো। ঘ) উদ্দীপক ও 'মানবধর্ম' কবিতার মূলভাব একই - মন্তব্যটি মূল্যায়ন করো।: [172, 1252, 316, 1283]
- pull-quote: [29, 311, 139, 411]
- col2-para-3: শিক্ষার্থীরা অনুন্নত যোগাযোগ, শিক্ষক সংকট এবং দারিদ্র্যের কারণে পিছিয়ে পড়ছে। ২০২৩ সালের জাতীয় শিক্ষা জরিপ অনুযায়ী, গ্রামীণ শিক্ষার্থীদের মাত্র ৪০% উচ্চশিক্ষায় প্রবেশের সুযোগ পায়, যেখানে শহরের ক্ষেত্রে এই হার অনেক বেশি। শিক্ষার্থীরা কোচিং নির্ভর হয়ে উঠছে, যা গ্রামের দরিদ্র পরিবারের পক্ষে বহন করা কঠিন।: [256, 320, 416, 367]
- ssc-teacher: মোছা: সাদিয়া আফরিন ইতি: [478, 1204, 547, 1211]
- un-article-para-g: প্রতিবেদনে বলা হয়েছে, গত বছরের জুলাই-আগস্টে বিক্ষোভ দমনে নিরাপত্তা বাহিনী প্রাণঘাতী শক্তি ব্যবহার করেছে। প্রায় ১৪০০ মানুষ নিহত হয়েছেন, যাদের মধ্যে উল্লেখযোগ্য সংখ্যক শিশু। হাজারো মানুষ আহত হয়েছেন। এসব ঘটনায় তৎকালীন সরকারের শীর্ষ নেতৃত্বের সম্পৃক্ততার তথ্য পেয়েছে জাতিসংঘ।: [29, 621, 245, 652]
- un-article-para-a: প্রতিবেদনে বলা হয়েছে, গত বছরের জুলাই-আগস্টে বিক্ষোভ দমনে নিরাপত্তা বাহিনী প্রাণঘাতী শক্তি ব্যবহার করেছে। প্রায় ১৪০০ মানুষ নিহত হয়েছেন, যাদের মধ্যে উল্লেখযোগ্য সংখ্যক শিশু। হাজারো মানুষ আহত হয়েছেন। এসব ঘটনায় তৎকালীন সরকারের শীর্ষ নেতৃত্বের সম্পৃক্ততার তথ্য পেয়েছে জাতিসংঘ।: [29, 417, 245, 448]
- table-cell: ব্যাপন: [779, 987, 858, 997]
- opinion-box-body: জাতীয় উন্নয়ন বা জাতীয় সমস্যাভিত্তিক নিজ বিষয়ের ওপর আপনার বস্তুনিষ্ঠ মতামত, পর্যবেক্ষণ, বিশ্লেষণ আপনার নাম ও ছবি সহ পাঠিয়ে দিন দৈনিক করতোয়ার সম্পাদকীয় পাতায়।: [753, 666, 923, 689]
- col5-para-3: কেবল শহরের জন্য বরাদ্দ থাকলে গ্রামীণ শিক্ষার্থীদের ভবিষ্যৎ কোথায়? ২০২৩ সালের এক গবেষণা বলছে, শহরের ৯৫% স্কুলে পর্যাপ্ত শিক্ষক থাকলেও, গ্রামে এই হার মাত্র ৬০%। মানে, গ্রামীণ শিক্ষার্থীরা শুরু থেকেই পিছিয়ে পড়ছে।: [750, 194, 926, 225]
- class5-subj2: বাংলাদেশ ও বিশ্বপরিচয়: [282, 830, 376, 841]
- class5-body-1: [24, 866, 232, 930]
- paper-name-logo: করতোয়া: [804, 41, 890, 70]
- ssc-set7-answer: Answer: a. leisure, b. charmless; c. beautiful, d. Monotonous; e. smoothness; f. renews; g. overwork; h. harmful; i. aversion; j. recreation; k. enjoy; l. revitalized; m. vitality; n. pleasantly.: [478, 1380, 698, 1404]
- class5-section: [22, 826, 470, 1148]
- section-title: সম্পাদকীয়: [112, 35, 230, 68]
- city-article-phone: ০১৩৩৫-১৮৬৪৩৫: [879, 638, 926, 645]
- col5-author: লেখক: শিক্ষার্থী, সরকারি বিএল কলেজ, খুলনা: [810, 418, 926, 425]
- author-photo: [256, 78, 328, 166]
- class8-para-10: গ) উদ্দীপক ও কবিতা উভয়েই মানুষে মানুষে ভেদাভেদ পরিহার করার কথা বলা হয়েছে। লালন ফকির মনে করতেন সকল মানুষ এক, জন্ম-মৃত্যুর সময় কারো কোনো চিহ্ন থাকে না।: [324, 1286, 468, 1317]
- ssc-instruction: Complete the text adding suffixes, prefixes or the both with the root words given in the parenthesis.: [478, 1226, 698, 1242]
